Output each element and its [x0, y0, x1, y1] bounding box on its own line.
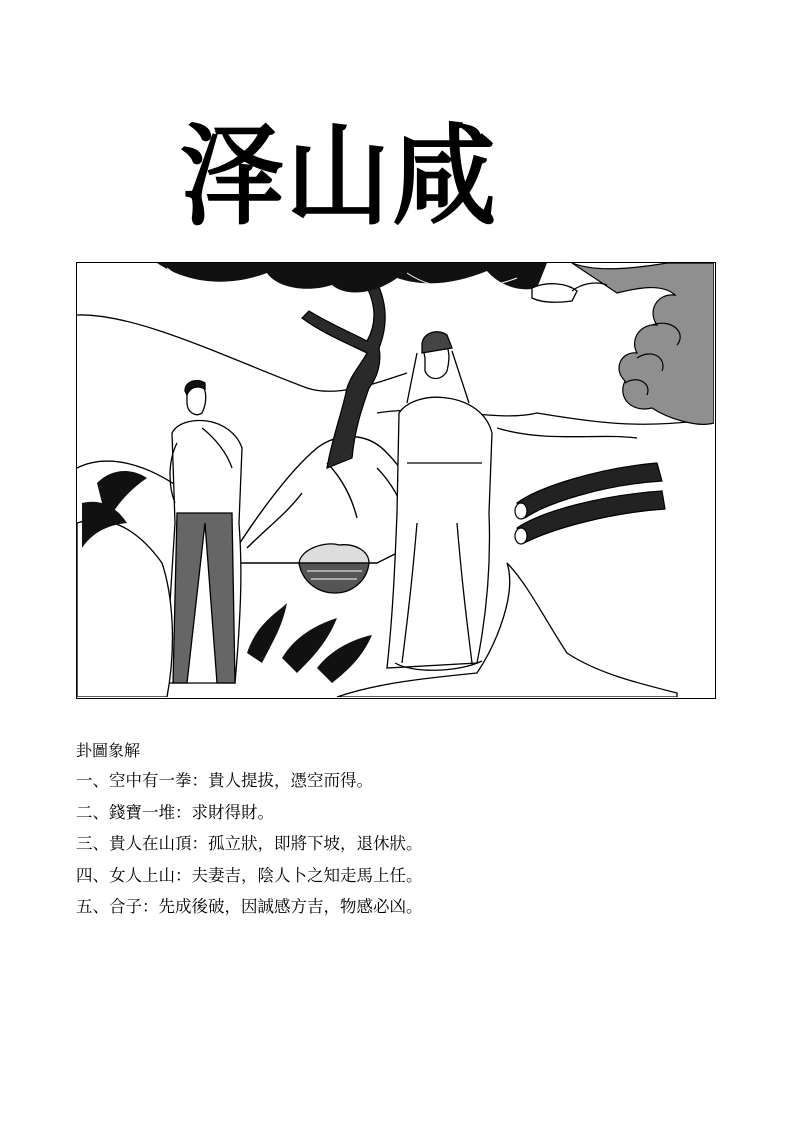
- hexagram-title: 泽山咸: [180, 112, 499, 241]
- explanation-heading: 卦圖象解: [76, 741, 141, 760]
- cloud-fist: [532, 263, 714, 424]
- explanation-line: 二、錢寶一堆：求財得財。: [76, 802, 274, 822]
- coin-stacks: [515, 463, 665, 544]
- explanation-line: 五、合子：先成後破，因誠感方吉，物感必凶。: [76, 897, 423, 916]
- hexagram-illustration: [76, 262, 716, 699]
- covered-bowl: [299, 544, 369, 593]
- woman-figure: [165, 381, 242, 683]
- official-figure: [387, 332, 492, 670]
- explanation-line: 一、空中有一拳：貴人提拔，憑空而得。: [76, 771, 373, 790]
- hexagram-explanation: [76, 740, 716, 928]
- explanation-line: 三、貴人在山頂：孤立狀，即將下坡，退休狀。: [76, 834, 423, 853]
- explanation-line: 四、女人上山：夫妻吉，陰人卜之知走馬上任。: [76, 865, 423, 885]
